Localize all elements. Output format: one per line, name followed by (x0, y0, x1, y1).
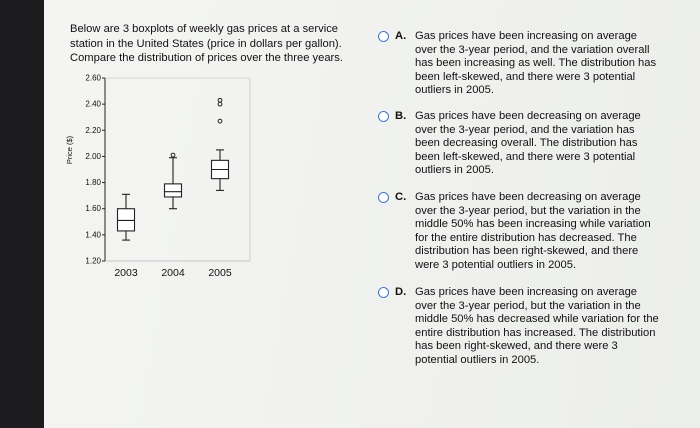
y-tick-label: 2.40 (85, 99, 101, 109)
y-tick-label: 1.80 (85, 178, 101, 188)
boxplot-2004 (165, 153, 182, 208)
option-letter: A. (395, 30, 407, 42)
question-line: Below are 3 boxplots of weekly gas prices at a service (70, 23, 339, 35)
y-tick-label: 2.60 (85, 73, 101, 83)
radio-button[interactable] (378, 111, 389, 122)
y-tick-label: 2.00 (85, 151, 101, 161)
x-tick-label: 2005 (208, 267, 232, 279)
option-line: middle 50% has decreased while variation for the (415, 313, 659, 326)
y-axis (65, 74, 105, 266)
option-letter: B. (395, 110, 407, 122)
option-text (415, 286, 683, 368)
y-axis-title: Price ($) (65, 135, 74, 165)
option-line: been left-skewed, and there were 3 potential (415, 150, 636, 163)
question-line: station in the United States (price in dollars per gallon). (70, 37, 342, 50)
option-line: Gas prices have been decreasing on average (415, 191, 641, 203)
option-line: over the 3-year period, and the variation overall (415, 43, 650, 56)
option-text (415, 110, 683, 178)
option-line: potential outliers in 2005. (415, 353, 540, 366)
y-tick-label: 1.20 (85, 256, 101, 266)
option-line: has been right-skewed, and there were 3 (415, 340, 618, 353)
option-line: been left-skewed, and there were 3 potential (415, 70, 636, 83)
option-line: entire distribution has increased. The distribution (415, 326, 656, 339)
option-line: distribution has been right-skewed, and there (415, 245, 639, 258)
option-d[interactable] (378, 286, 683, 372)
option-b[interactable] (378, 110, 683, 182)
y-tick-label: 1.40 (85, 230, 101, 240)
option-line: Gas prices have been increasing on average (415, 30, 638, 42)
option-letter: D. (395, 286, 407, 298)
y-tick-label: 2.20 (85, 125, 101, 135)
option-line: over the 3-year period, but the variation in the (415, 299, 641, 312)
option-letter: C. (395, 191, 407, 203)
radio-button[interactable] (378, 192, 389, 203)
outlier-point (171, 153, 175, 157)
boxplot-chart (60, 70, 260, 285)
radio-button[interactable] (378, 31, 389, 42)
option-line: outliers in 2005. (415, 84, 494, 97)
outlier-point (218, 102, 222, 106)
option-line: for the entire distribution has decreased. The (415, 231, 637, 244)
boxplots (118, 98, 229, 240)
option-text (415, 191, 683, 273)
radio-button[interactable] (378, 287, 389, 298)
option-line: Gas prices have been increasing on average (415, 286, 638, 298)
y-tick-label: 1.60 (85, 204, 101, 214)
iqr-box (165, 184, 182, 197)
option-a[interactable] (378, 30, 683, 102)
iqr-box (118, 209, 135, 231)
question-text (70, 22, 360, 66)
boxplot-2005 (212, 98, 229, 190)
option-line: over the 3-year period, but the variation in the (415, 204, 641, 217)
option-c[interactable] (378, 191, 683, 277)
boxplot-2003 (118, 194, 135, 240)
option-line: were 3 potential outliers in 2005. (415, 258, 577, 271)
option-line: middle 50% has been increasing while variation (415, 218, 651, 231)
outlier-point (218, 119, 222, 123)
outlier-point (218, 98, 222, 102)
option-text (415, 30, 683, 98)
question-line: Compare the distribution of prices over the three years. (70, 52, 343, 65)
x-tick-label: 2003 (114, 267, 138, 279)
option-line: Gas prices have been decreasing on average (415, 110, 641, 122)
option-line: over the 3-year period, and the variation has (415, 123, 635, 136)
option-line: been decreasing overall. The distribution has (415, 137, 638, 150)
x-tick-label: 2004 (161, 267, 185, 279)
option-line: outliers in 2005. (415, 164, 494, 177)
option-line: has been increasing as well. The distribution has (415, 57, 657, 70)
